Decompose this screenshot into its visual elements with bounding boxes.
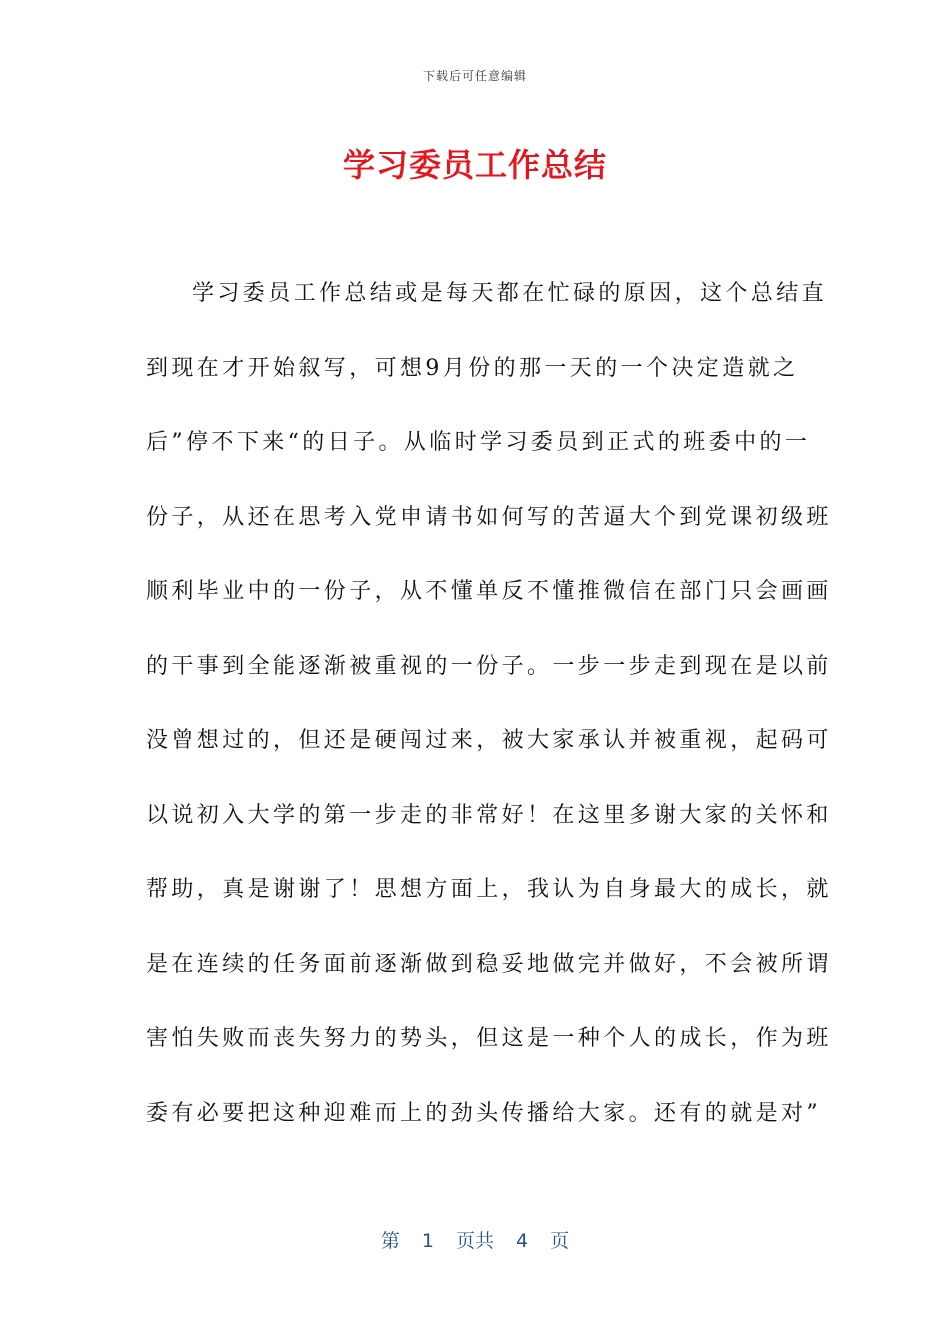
body-line: 后”停不下来“的日子。从临时学习委员到正式的班委中的一 (146, 430, 811, 455)
footer-prefix: 第 (380, 1230, 400, 1252)
footer-middle: 页共 (455, 1230, 494, 1252)
page-number-footer (0, 1226, 950, 1253)
body-line: 以说初入大学的第一步走的非常好！在这里多谢大家的关怀和 (146, 802, 832, 828)
body-line: 委有必要把这种迎难而上的劲头传播给大家。还有的就是对” (146, 1100, 822, 1126)
body-line: 害怕失败而丧失努力的势头，但这是一种个人的成长，作为班 (146, 1026, 832, 1051)
body-line: 到现在才开始叙写，可想9月份的那一天的一个决定造就之 (146, 355, 799, 381)
footer-current-page: 1 (421, 1230, 434, 1252)
body-line: 没曾想过的，但还是硬闯过来，被大家承认并被重视，起码可 (146, 728, 832, 753)
body-line: 学习委员工作总结或是每天都在忙碌的原因，这个总结直 (192, 281, 828, 306)
footer-suffix: 页 (550, 1230, 570, 1252)
body-line: 份子，从还在思考入党申请书如何写的苦逼大个到党课初级班 (146, 504, 832, 530)
document-title: 学习委员工作总结 (342, 146, 607, 184)
body-line: 顺利毕业中的一份子，从不懂单反不懂推微信在部门只会画画 (146, 579, 832, 604)
body-line: 的干事到全能逐渐被重视的一份子。一步一步走到现在是以前 (146, 653, 832, 679)
body-line: 帮助，真是谢谢了！思想方面上，我认为自身最大的成长，就 (146, 877, 832, 902)
header-note: 下载后可任意编辑 (422, 69, 527, 83)
footer-total-pages: 4 (516, 1230, 529, 1252)
document-body (146, 274, 832, 1168)
body-line: 是在连续的任务面前逐渐做到稳妥地做完并做好，不会被所谓 (146, 951, 832, 977)
